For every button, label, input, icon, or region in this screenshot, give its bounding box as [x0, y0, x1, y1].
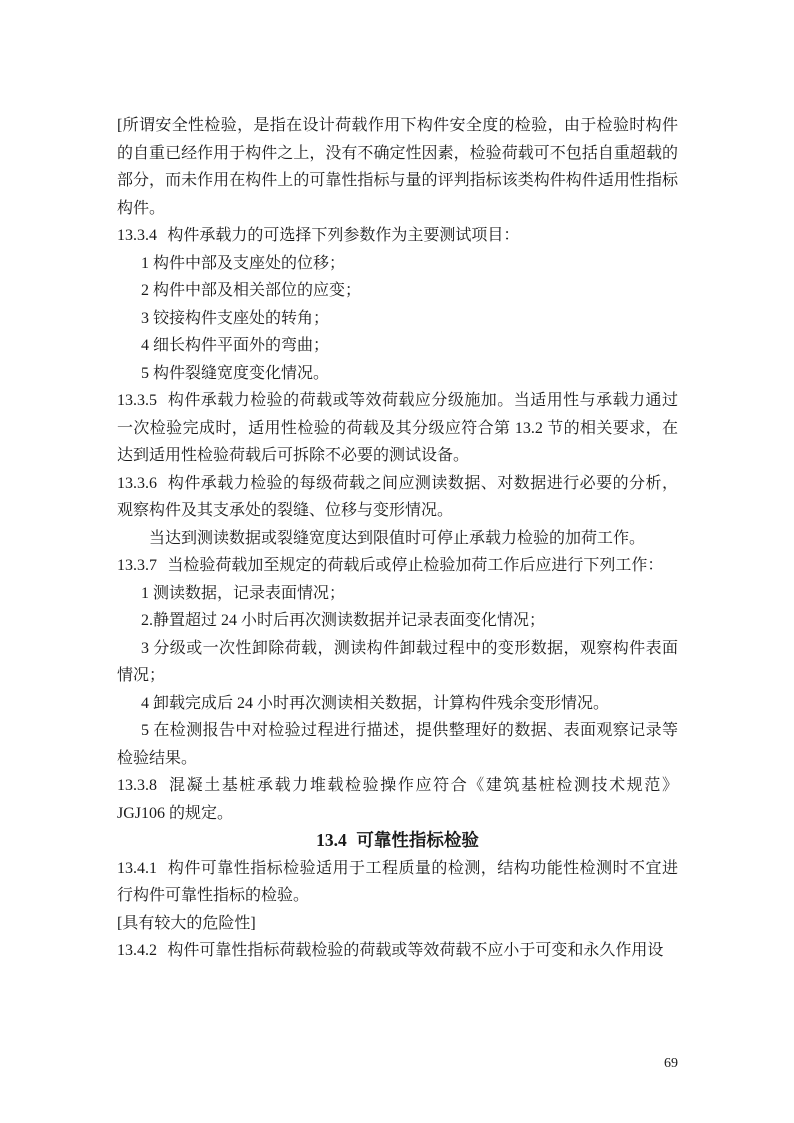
list-item: 1 构件中部及支座处的位移； [141, 254, 346, 272]
page-number: 69 [664, 1056, 678, 1071]
list-item: 4 卸载完成后 24 小时再次测读相关数据，计算构件残余变形情况。 [141, 694, 610, 712]
list-item: 4 细长构件平面外的弯曲； [141, 337, 330, 354]
section-number: 13.3.6 [117, 474, 157, 492]
section-number: 13.3.7 [117, 557, 157, 574]
section-text: 构件承载力检验的荷载或等效荷载应分级施加。当适用性与承载力通过一次检验完成时，适用性检验的荷载及其分级应符合第 13.2 节的相关要求，在达到适用性检验荷载后可拆除不必要的测试设备。 [117, 392, 678, 464]
list-item: 3 分级或一次性卸除荷载，测读构件卸载过程中的变形数据，观察构件表面情况； [117, 639, 678, 684]
section-13-3-6-note: 当达到测读数据或裂缝宽度达到限值时可停止承载力检验的加荷工作。 [149, 529, 646, 547]
heading-title: 可靠性指标检验 [356, 830, 479, 850]
page-content [117, 112, 678, 965]
section-number: 13.4.2 [117, 942, 157, 959]
section-text: 混凝土基桩承载力堆载检验操作应符合《建筑基桩检测技术规范》JGJ106 的规定。 [117, 777, 678, 822]
section-number: 13.3.5 [117, 392, 157, 409]
section-13-3-4 [117, 222, 678, 250]
section-text: 构件可靠性指标荷载检验的荷载或等效荷载不应小于可变和永久作用设 [167, 942, 664, 959]
list-item: 2.静置超过 24 小时后再次测读数据并记录表面变化情况； [141, 612, 546, 629]
list-item: 1 测读数据，记录表面情况； [141, 584, 346, 602]
section-heading-13-4 [117, 827, 678, 855]
section-13-3-7 [117, 552, 678, 580]
bracket-note: [具有较大的危险性] [117, 914, 256, 932]
section-number: 13.4.1 [117, 859, 157, 877]
section-number: 13.3.8 [117, 777, 157, 794]
heading-number: 13.4 [316, 830, 347, 850]
section-number: 13.3.4 [117, 227, 157, 244]
section-text: 构件承载力的可选择下列参数作为主要测试项目： [167, 227, 520, 244]
list-item: 2 构件中部及相关部位的应变； [141, 282, 362, 299]
section-13-4-2 [117, 937, 678, 965]
intro-commentary-paragraph: [所谓安全性检验，是指在设计荷载作用下构件安全度的检验，由于检验时构件的自重已经作用于构件之上，没有不确定性因素，检验荷载可不包括自重超载的部分，而未作用在构件上的可靠性指标与量的评判指标该类构件构件适用性指标构件。 [117, 117, 678, 217]
section-text: 构件承载力检验的每级荷载之间应测读数据、对数据进行必要的分析，观察构件及其支承处的裂缝、位移与变形情况。 [117, 474, 678, 519]
section-13-3-6 [117, 470, 678, 525]
section-text: 构件可靠性指标检验适用于工程质量的检测，结构功能性检测时不宜进行构件可靠性指标的检验。 [117, 859, 678, 904]
section-13-3-5 [117, 387, 678, 470]
section-13-4-1 [117, 855, 678, 910]
list-item: 3 铰接构件支座处的转角； [141, 309, 330, 327]
section-text: 当检验荷载加至规定的荷载后或停止检验加荷工作后应进行下列工作： [167, 557, 664, 574]
list-item: 5 在检测报告中对检验过程进行描述，提供整理好的数据、表面观察记录等检验结果。 [117, 722, 678, 767]
section-13-3-8 [117, 772, 678, 827]
list-item: 5 构件裂缝宽度变化情况。 [141, 364, 330, 382]
